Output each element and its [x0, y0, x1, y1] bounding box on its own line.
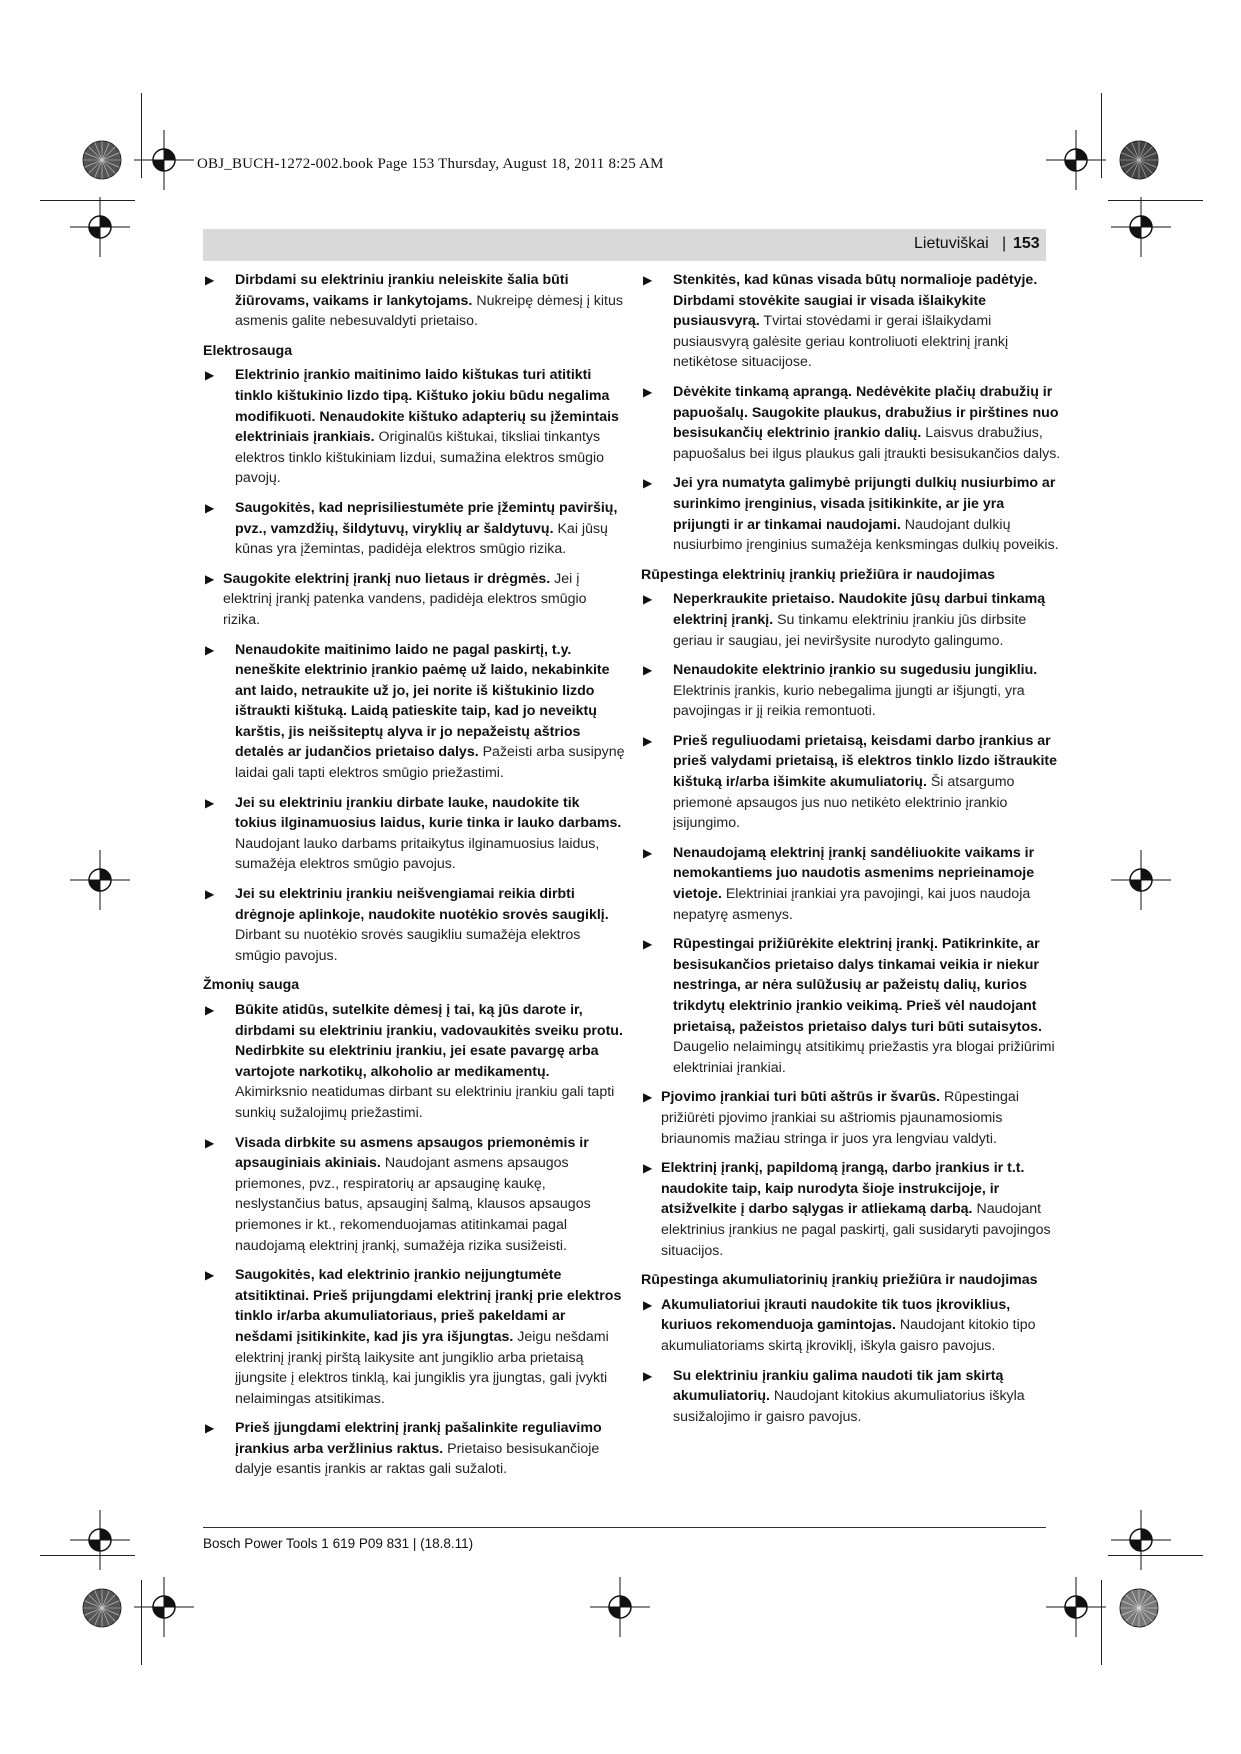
- list-item: ▶ Būkite atidūs, sutelkite dėmesį į tai, ką jūs darote ir, dirbdami su elektriniu įrankiu, vadovaukitės sveiku protu. Nedirbkite su elektriniu įrankiu, jei esate pavargę arba vartojote narkotikų, alkoholio ar medikamentų. Akimirksnio neatidumas dirbant su elektriniu įrankiu gali tapti sunkių sužalojimų priežastimi.: [205, 1002, 623, 1121]
- registration-mark-icon: [134, 1577, 194, 1637]
- page-number: 153: [1013, 235, 1040, 252]
- color-target-icon: [82, 140, 122, 180]
- registration-mark-icon: [1046, 1577, 1106, 1637]
- registration-mark-icon: [70, 197, 130, 257]
- registration-mark-icon: [590, 1577, 650, 1637]
- list-item: ▶ Akumuliatoriui įkrauti naudokite tik tuos įkroviklius, kuriuos rekomenduoja gamintojas. Naudojant kitokio tipo akumuliatoriams skirtą įkroviklį, iškyla gaisro pavojus.: [643, 1296, 1036, 1354]
- bullet-arrow-icon: ▶: [205, 368, 215, 383]
- registration-mark-icon: [1111, 850, 1171, 910]
- list-item: ▶ Saugokite elektrinį įrankį nuo lietaus ir drėgmės. Jei į elektrinį įrankį patenka vandens, padidėja elektros smūgio rizika.: [205, 570, 587, 628]
- section-heading: Elektrosauga: [203, 342, 293, 359]
- bullet-arrow-icon: ▶: [205, 1003, 215, 1017]
- bullet-arrow-icon: ▶: [643, 937, 653, 952]
- registration-mark-icon: [1046, 130, 1106, 190]
- list-item: ▶ Elektrinį įrankį, papildomą įrangą, darbo įrankius ir t.t. naudokite taip, kaip nurodyta šioje instrukcijoje, ir atsižvelkite į darbo sąlygas ir atliekamą darbą. Naudojant elektrinius įrankius ne pagal paskirtį, gali susidaryti pavojingos situacijos.: [643, 1160, 1051, 1259]
- registration-mark-icon: [70, 1510, 130, 1570]
- list-item: ▶ Jei su elektriniu įrankiu dirbate lauke, naudokite tik tokius ilginamuosius laidus, kurie tinka ir lauko darbams. Naudojant lauko darbams pritaikytus ilginamuosius laidus, sumažėja elektros smūgio pavojus.: [205, 794, 622, 873]
- list-item: ▶ Nenaudokite elektrinio įrankio su sugedusiu jungikliu. Elektrinis įrankis, kurio nebegalima įjungti ar išjungti, yra pavojingas ir jį reikia remontuoti.: [643, 662, 1038, 720]
- registration-mark-icon: [1111, 197, 1171, 257]
- bullet-arrow-icon: ▶: [205, 795, 215, 810]
- bullet-arrow-icon: ▶: [205, 1268, 215, 1283]
- list-item: ▶ Jei yra numatyta galimybė prijungti dulkių nusiurbimo ar surinkimo įrenginius, visada įsitikinkite, ar jie yra prijungti ir ar tinkamai naudojami. Naudojant dulkių nusiurbimo įrenginius sumažėja kenksmingas dulkių poveikis.: [643, 475, 1059, 554]
- list-item: ▶ Nenaudokite maitinimo laido ne pagal paskirtį, t.y. neneškite elektrinio įrankio paėmę už laido, nekabinkite ant laido, netraukite už jo, jei norite iš kištukinio lizdo ištraukti kištuką. Laidą patieskite taip, kad jo neveiktų karštis, jis neišsiteptų alyva ir jo nepažeistų aštrios detalės ar judančios prietaiso dalys. Pažeisti arba susipynę laidai gali tapti elektros smūgio priežastimi.: [205, 641, 625, 782]
- printer-slug: OBJ_BUCH-1272-002.book Page 153 Thursday, August 18, 2011 8:25 AM: [197, 156, 664, 172]
- bullet-arrow-icon: ▶: [643, 845, 653, 860]
- list-item: ▶ Stenkitės, kad kūnas visada būtų normalioje padėtyje. Dirbdami stovėkite saugiai ir visada išlaikykite pusiausvyrą. Tvirtai stovėdami ir gerai išlaikydami pusiausvyrą galėsite geriau kontroliuoti elektrinį įrankį netikėtose situacijose.: [643, 272, 1038, 371]
- left-column: [203, 270, 625, 1489]
- list-item: ▶ Elektrinio įrankio maitinimo laido kištukas turi atitikti tinklo kištukinio lizdo tipą. Kištuko jokiu būdu negalima modifikuoti. Nenaudokite kištuko adapterių su įžemintais elektriniais įrankiais. Originalūs kištukai, tiksliai tinkantys elektros tinklo kištukiniam lizdui, sumažina elektros smūgio pavojų.: [205, 367, 619, 487]
- list-item: ▶ Saugokitės, kad neprisiliestumėte prie įžemintų paviršių, pvz., vamzdžių, šildytuvų, viryklių ar šaldytuvų. Kai jūsų kūnas yra įžemintas, padidėja elektros smūgio rizika.: [205, 499, 618, 558]
- bullet-arrow-icon: ▶: [643, 592, 653, 607]
- list-item: ▶ Rūpestingai prižiūrėkite elektrinį įrankį. Patikrinkite, ar besisukančios prietaiso dalys tinkamai veikia ir niekur nestringa, ar nėra sulūžusių ar pažeistų dalių, kurios trikdytų elektrinio įrankio veikimą. Prieš vėl naudojant prietaisą, pažeistos prietaiso dalys turi būti sutaisytos. Daugelio nelaimingų atsitikimų priežastis yra blogai prižiūrimi elektriniai įrankiai.: [643, 936, 1055, 1076]
- bullet-arrow-icon: ▶: [205, 571, 215, 586]
- list-item: ▶ Dėvėkite tinkamą aprangą. Nedėvėkite plačių drabužių ir papuošalų. Saugokite plaukus, drabužius ir pirštines nuo besisukančių elektrinio įrankio dalių. Laisvus drabužius, papuošalus bei ilgus plaukus gali įtraukti besisukančios dalys.: [643, 383, 1061, 462]
- list-item: ▶ Nenaudojamą elektrinį įrankį sandėliuokite vaikams ir nemokantiems juo naudotis asmenims neprieinamoje vietoje. Elektriniai įrankiai yra pavojingi, kai juos naudoja nepatyrę asmenys.: [643, 844, 1035, 923]
- bullet-arrow-icon: ▶: [643, 273, 653, 287]
- bullet-arrow-icon: ▶: [643, 1161, 653, 1176]
- registration-mark-icon: [134, 130, 194, 190]
- bullet-arrow-icon: ▶: [205, 887, 215, 902]
- header-language: Lietuviškai: [914, 235, 989, 252]
- color-target-icon: [1119, 1588, 1159, 1628]
- registration-mark-icon: [1111, 1510, 1171, 1570]
- list-item: ▶ Visada dirbkite su asmens apsaugos priemonėmis ir apsauginiais akiniais. Naudojant asmens apsaugos priemones, pvz., respiratorių ar apsauginę kaukę, neslystančius batus, apsauginį šalmą, klausos apsaugos priemones ir kt., rekomenduojamas atitinkamai pagal naudojamą elektrinį įrankį, sumažėja rizika susižeisti.: [205, 1134, 591, 1254]
- color-target-icon: [1119, 140, 1159, 180]
- registration-mark-icon: [70, 850, 130, 910]
- list-item: ▶ Dirbdami su elektriniu įrankiu neleiskite šalia būti žiūrovams, vaikams ir lankytojams. Nukreipę dėmesį į kitus asmenis galite nebesuvaldyti prietaiso.: [205, 272, 623, 330]
- bullet-arrow-icon: ▶: [643, 1297, 653, 1312]
- bullet-arrow-icon: ▶: [205, 1135, 215, 1150]
- section-heading: Žmonių sauga: [203, 977, 300, 994]
- bullet-arrow-icon: ▶: [205, 642, 215, 657]
- page-footer: Bosch Power Tools 1 619 P09 831 | (18.8.11): [203, 1536, 474, 1551]
- bullet-arrow-icon: ▶: [643, 1090, 653, 1105]
- bullet-arrow-icon: ▶: [643, 1368, 653, 1383]
- list-item: ▶ Pjovimo įrankiai turi būti aštrūs ir švarūs. Rūpestingai prižiūrėti pjovimo įrankiai su aštriomis pjaunamosiomis briaunomis mažiau stringa ir juos yra lengviau valdyti.: [643, 1089, 1019, 1147]
- bullet-arrow-icon: ▶: [643, 476, 653, 491]
- bullet-arrow-icon: ▶: [643, 733, 653, 748]
- footer-divider: [203, 1527, 1046, 1528]
- right-column: [641, 270, 1063, 1436]
- bullet-arrow-icon: ▶: [205, 500, 215, 515]
- list-item: ▶ Jei su elektriniu įrankiu neišvengiamai reikia dirbti drėgnoje aplinkoje, naudokite nuotėkio srovės saugiklį. Dirbant su nuotėkio srovės saugikliu sumažėja elektros smūgio pavojus.: [205, 886, 609, 964]
- list-item: ▶ Neperkraukite prietaiso. Naudokite jūsų darbui tinkamą elektrinį įrankį. Su tinkamu elektriniu įrankiu jūs dirbsite geriau ir saugiau, jei neviršysite nurodyto galingumo.: [643, 591, 1046, 649]
- bullet-arrow-icon: ▶: [643, 384, 653, 399]
- color-target-icon: [82, 1588, 122, 1628]
- bullet-arrow-icon: ▶: [205, 1421, 215, 1436]
- list-item: ▶ Prieš reguliuodami prietaisą, keisdami darbo įrankius ar prieš valydami prietaisą, iš elektros tinklo lizdo ištraukite kištuką ir/arba išimkite akumuliatorių. Ši atsargumo priemonė apsaugos jus nuo netikėto elektrinio įrankio įsijungimo.: [643, 732, 1057, 832]
- list-item: ▶ Su elektriniu įrankiu galima naudoti tik jam skirtą akumuliatorių. Naudojant kitokius akumuliatorius iškyla susižalojimo ir gaisro pavojus.: [643, 1367, 1025, 1425]
- list-item: ▶ Saugokitės, kad elektrinio įrankio neįjungtumėte atsitiktinai. Prieš prijungdami elektrinį įrankį prie elektros tinklo ir/arba akumuliatoriaus, prieš pakeldami ar nešdami įsitikinkite, kad jis yra išjungtas. Jeigu nešdami elektrinį įrankį pirštą laikysite ant jungiklio arba prietaisą įjungsite į elektros tinklą, kai jungiklis yra įjungtas, gali įvykti nelaimingas atsitikimas.: [205, 1267, 622, 1407]
- list-item: ▶ Prieš įjungdami elektrinį įrankį pašalinkite reguliavimo įrankius arba veržlinius raktus. Prietaiso besisukančioje dalyje esantis įrankis ar raktas gali sužaloti.: [205, 1420, 602, 1478]
- header-separator: |: [1002, 235, 1007, 252]
- bullet-arrow-icon: ▶: [643, 663, 653, 678]
- bullet-arrow-icon: ▶: [205, 273, 215, 287]
- section-heading: Rūpestinga akumuliatorinių įrankių priežiūra ir naudojimas: [641, 1272, 1038, 1289]
- section-heading: Rūpestinga elektrinių įrankių priežiūra ir naudojimas: [641, 566, 995, 583]
